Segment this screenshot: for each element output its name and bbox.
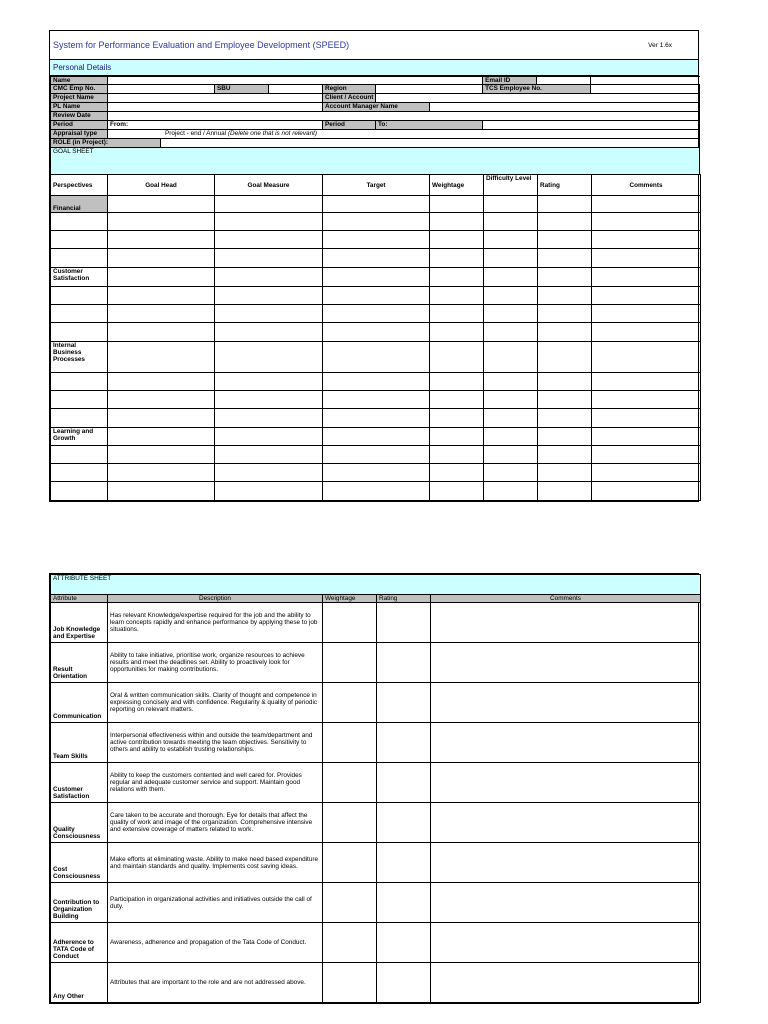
difficulty-cell[interactable]	[484, 323, 538, 342]
attr-comments-cell[interactable]	[431, 763, 701, 803]
comments-cell[interactable]	[592, 323, 701, 342]
attr-weightage-cell[interactable]	[323, 803, 377, 843]
goal-measure-cell[interactable]	[215, 268, 323, 287]
goal-head-cell[interactable]	[108, 268, 215, 287]
goal-sheet-title: GOAL SHEET	[53, 148, 94, 155]
personal-details-table	[50, 76, 700, 175]
weightage-cell[interactable]	[430, 249, 484, 268]
email-label: Email ID	[483, 77, 537, 85]
goal-header-row	[51, 175, 701, 196]
period-label: Period	[51, 121, 108, 130]
col-goal-head: Goal Head	[108, 175, 215, 196]
comments-cell[interactable]	[592, 249, 701, 268]
target-cell[interactable]	[323, 305, 430, 323]
target-cell[interactable]	[323, 287, 430, 305]
difficulty-cell[interactable]	[484, 342, 538, 373]
attribute-description: Ability to take initiative, prioritise work, organize resources to achieve results and meet the deadlines set. Ability to proactively look for opportunities for making contributions.	[108, 643, 323, 683]
goal-row	[51, 373, 701, 391]
goal-measure-cell[interactable]	[215, 428, 323, 446]
goal-measure-cell[interactable]	[215, 287, 323, 305]
comments-cell[interactable]	[592, 409, 701, 428]
attribute-row	[51, 963, 701, 1003]
attr-comments-cell[interactable]	[431, 643, 701, 683]
version-label: Ver 1.6x	[648, 41, 672, 49]
target-cell[interactable]	[323, 409, 430, 428]
goal-measure-cell[interactable]	[215, 446, 323, 464]
attr-comments-cell[interactable]	[431, 723, 701, 763]
weightage-cell[interactable]	[430, 428, 484, 446]
col-attr-rating: Rating	[377, 595, 431, 603]
attr-weightage-cell[interactable]	[323, 683, 377, 723]
period-from-field[interactable]	[108, 121, 323, 130]
goal-measure-cell[interactable]	[215, 213, 323, 231]
rating-cell[interactable]	[538, 287, 592, 305]
weightage-cell[interactable]	[430, 446, 484, 464]
weightage-cell[interactable]	[430, 482, 484, 501]
appraisal-note: (Delete one that is not relevant)	[227, 130, 318, 137]
attribute-body	[51, 603, 701, 1003]
col-rating: Rating	[538, 175, 592, 196]
difficulty-cell[interactable]	[484, 196, 538, 213]
attribute-row	[51, 803, 701, 843]
comments-cell[interactable]	[592, 373, 701, 391]
rating-cell[interactable]	[538, 373, 592, 391]
from-label: From:	[110, 121, 129, 128]
attribute-row	[51, 603, 701, 643]
pl-name-label: PL Name	[51, 103, 108, 112]
perspective-cell	[51, 482, 108, 501]
goal-row	[51, 342, 701, 373]
attribute-name: Adherence to TATA Code of Conduct	[51, 923, 108, 963]
client-account-label: Client / Account	[323, 94, 376, 103]
comments-cell[interactable]	[592, 231, 701, 249]
account-manager-label: Account Manager Name	[323, 103, 430, 112]
attribute-row	[51, 923, 701, 963]
attribute-row	[51, 723, 701, 763]
cmc-emp-field[interactable]	[108, 85, 215, 94]
perspective-cell	[51, 391, 108, 409]
goal-head-cell[interactable]	[108, 391, 215, 409]
attribute-name: Job Knowledge and Expertise	[51, 603, 108, 643]
attribute-sheet	[49, 573, 699, 1004]
target-cell[interactable]	[323, 213, 430, 231]
attribute-name: Communication	[51, 683, 108, 723]
attribute-row	[51, 843, 701, 883]
client-account-field[interactable]	[376, 94, 700, 103]
target-cell[interactable]	[323, 464, 430, 482]
weightage-cell[interactable]	[430, 196, 484, 213]
name-field[interactable]	[108, 77, 483, 85]
attribute-description: Awareness, adherence and propagation of the Tata Code of Conduct.	[108, 923, 323, 963]
attr-weightage-cell[interactable]	[323, 923, 377, 963]
comments-cell[interactable]	[592, 287, 701, 305]
attribute-name: Cost Consciousness	[51, 843, 108, 883]
goal-measure-cell[interactable]	[215, 249, 323, 268]
attr-rating-cell[interactable]	[377, 803, 431, 843]
attr-rating-cell[interactable]	[377, 643, 431, 683]
target-cell[interactable]	[323, 482, 430, 501]
goal-head-cell[interactable]	[108, 213, 215, 231]
col-attr-weightage: Weightage	[323, 595, 377, 603]
difficulty-cell[interactable]	[484, 464, 538, 482]
target-cell[interactable]	[323, 342, 430, 373]
comments-cell[interactable]	[592, 342, 701, 373]
goal-row	[51, 287, 701, 305]
rating-cell[interactable]	[538, 249, 592, 268]
goal-head-cell[interactable]	[108, 305, 215, 323]
goal-head-cell[interactable]	[108, 428, 215, 446]
difficulty-cell[interactable]	[484, 213, 538, 231]
goal-row	[51, 409, 701, 428]
goal-measure-cell[interactable]	[215, 391, 323, 409]
comments-cell[interactable]	[592, 446, 701, 464]
perspective-cell	[51, 323, 108, 342]
perspective-cell	[51, 409, 108, 428]
goal-head-cell[interactable]	[108, 231, 215, 249]
goal-measure-cell[interactable]	[215, 231, 323, 249]
rating-cell[interactable]	[538, 268, 592, 287]
perspective-cell	[51, 213, 108, 231]
difficulty-cell[interactable]	[484, 305, 538, 323]
attribute-name: Customer Satisfaction	[51, 763, 108, 803]
attribute-description: Has relevant Knowledge/expertise required for the job and the ability to learn concepts rapidly and enhance performance by applying these to job situations.	[108, 603, 323, 643]
difficulty-cell[interactable]	[484, 249, 538, 268]
comments-cell[interactable]	[592, 391, 701, 409]
goal-row	[51, 196, 701, 213]
difficulty-cell[interactable]	[484, 391, 538, 409]
attr-weightage-cell[interactable]	[323, 843, 377, 883]
target-cell[interactable]	[323, 249, 430, 268]
difficulty-cell[interactable]	[484, 428, 538, 446]
goal-row	[51, 464, 701, 482]
target-cell[interactable]	[323, 196, 430, 213]
weightage-cell[interactable]	[430, 391, 484, 409]
perspective-cell	[51, 305, 108, 323]
target-cell[interactable]	[323, 231, 430, 249]
perspective-label: Customer Satisfaction	[51, 268, 108, 287]
perspective-label: Learning and Growth	[51, 428, 108, 446]
attr-comments-cell[interactable]	[431, 683, 701, 723]
goal-measure-cell[interactable]	[215, 373, 323, 391]
account-manager-field[interactable]	[430, 103, 700, 112]
difficulty-cell[interactable]	[484, 446, 538, 464]
attribute-sheet-header	[51, 575, 701, 595]
rating-cell[interactable]	[538, 323, 592, 342]
attribute-description: Participation in organizational activities and initiatives outside the call of duty.	[108, 883, 323, 923]
weightage-cell[interactable]	[430, 287, 484, 305]
col-goal-measure: Goal Measure	[215, 175, 323, 196]
goal-body	[51, 196, 701, 501]
goal-measure-cell[interactable]	[215, 305, 323, 323]
comments-cell[interactable]	[592, 305, 701, 323]
target-cell[interactable]	[323, 373, 430, 391]
attribute-name: Contribution to Organization Building	[51, 883, 108, 923]
rating-cell[interactable]	[538, 342, 592, 373]
email-field[interactable]	[537, 77, 591, 85]
target-cell[interactable]	[323, 428, 430, 446]
perspective-cell	[51, 373, 108, 391]
target-cell[interactable]	[323, 268, 430, 287]
weightage-cell[interactable]	[430, 268, 484, 287]
tcs-emp-field[interactable]	[591, 85, 700, 94]
sbu-field[interactable]	[269, 85, 323, 94]
difficulty-cell[interactable]	[484, 231, 538, 249]
goal-row	[51, 268, 701, 287]
comments-cell[interactable]	[592, 196, 701, 213]
attribute-sheet-title: ATTRIBUTE SHEET	[53, 575, 112, 582]
review-date-label: Review Date	[51, 112, 108, 121]
attribute-description: Oral & written communication skills. Clarity of thought and competence in expressing concisely and with confidence. Regularity & quality of periodic reporting on relevant matters.	[108, 683, 323, 723]
attribute-description: Ability to keep the customers contented and well cared for. Provides regular and adequate customer service and support. Maintain good relations with them.	[108, 763, 323, 803]
tcs-emp-label: TCS Employee No.	[483, 85, 591, 94]
goal-measure-cell[interactable]	[215, 196, 323, 213]
comments-cell[interactable]	[592, 482, 701, 501]
rating-cell[interactable]	[538, 213, 592, 231]
goal-row	[51, 231, 701, 249]
goal-head-cell[interactable]	[108, 323, 215, 342]
weightage-cell[interactable]	[430, 323, 484, 342]
appraisal-value: Project - end / Annual	[165, 130, 227, 137]
goal-head-cell[interactable]	[108, 464, 215, 482]
attr-comments-cell[interactable]	[431, 603, 701, 643]
weightage-cell[interactable]	[430, 464, 484, 482]
period-label-2: Period	[323, 121, 376, 130]
perspective-cell	[51, 464, 108, 482]
rating-cell[interactable]	[538, 428, 592, 446]
target-cell[interactable]	[323, 391, 430, 409]
goal-row	[51, 305, 701, 323]
pl-name-field[interactable]	[108, 103, 323, 112]
project-name-field[interactable]	[108, 94, 323, 103]
attribute-name: Quality Consciousness	[51, 803, 108, 843]
goal-table	[50, 174, 701, 501]
goal-row	[51, 249, 701, 268]
attribute-header-row	[51, 595, 701, 603]
attribute-description: Interpersonal effectiveness within and outside the team/department and active contribution towards meeting the team objectives. Sensitivity to others and ability to establish trusting relationships.	[108, 723, 323, 763]
comments-cell[interactable]	[592, 213, 701, 231]
col-target: Target	[323, 175, 430, 196]
goal-row	[51, 213, 701, 231]
rating-cell[interactable]	[538, 482, 592, 501]
attr-rating-cell[interactable]	[377, 883, 431, 923]
rating-cell[interactable]	[538, 446, 592, 464]
attr-weightage-cell[interactable]	[323, 883, 377, 923]
goal-measure-cell[interactable]	[215, 482, 323, 501]
rating-cell[interactable]	[538, 409, 592, 428]
difficulty-cell[interactable]	[484, 268, 538, 287]
attr-rating-cell[interactable]	[377, 603, 431, 643]
attr-comments-cell[interactable]	[431, 923, 701, 963]
attr-weightage-cell[interactable]	[323, 723, 377, 763]
rating-cell[interactable]	[538, 305, 592, 323]
col-weightage: Weightage	[430, 175, 484, 196]
attribute-row	[51, 883, 701, 923]
weightage-cell[interactable]	[430, 305, 484, 323]
appraisal-type-field[interactable]	[108, 130, 700, 139]
attr-comments-cell[interactable]	[431, 963, 701, 1003]
page-title: System for Performance Evaluation and Employee Development (SPEED)	[53, 40, 350, 50]
goal-row	[51, 391, 701, 409]
name-label: Name	[51, 77, 108, 85]
goal-head-cell[interactable]	[108, 409, 215, 428]
goal-head-cell[interactable]	[108, 287, 215, 305]
region-label: Region	[323, 85, 376, 94]
col-perspectives: Perspectives	[51, 175, 108, 196]
goal-head-cell[interactable]	[108, 342, 215, 373]
review-date-field[interactable]	[108, 112, 700, 121]
cmc-emp-label: CMC Emp No.	[51, 85, 108, 94]
goal-row	[51, 323, 701, 342]
sbu-label: SBU	[215, 85, 269, 94]
attribute-row	[51, 643, 701, 683]
goal-measure-cell[interactable]	[215, 409, 323, 428]
comments-cell[interactable]	[592, 464, 701, 482]
goal-row	[51, 428, 701, 446]
col-attr-comments: Comments	[431, 595, 701, 603]
target-cell[interactable]	[323, 446, 430, 464]
attribute-name: Any Other	[51, 963, 108, 1003]
weightage-cell[interactable]	[430, 409, 484, 428]
weightage-cell[interactable]	[430, 231, 484, 249]
goal-measure-cell[interactable]	[215, 323, 323, 342]
attribute-row	[51, 763, 701, 803]
rating-cell[interactable]	[538, 231, 592, 249]
goal-measure-cell[interactable]	[215, 342, 323, 373]
attr-weightage-cell[interactable]	[323, 603, 377, 643]
goal-measure-cell[interactable]	[215, 464, 323, 482]
goal-sheet-header	[51, 148, 700, 175]
difficulty-cell[interactable]	[484, 373, 538, 391]
attr-rating-cell[interactable]	[377, 963, 431, 1003]
title-bar	[50, 31, 698, 60]
rating-cell[interactable]	[538, 196, 592, 213]
weightage-cell[interactable]	[430, 342, 484, 373]
attr-rating-cell[interactable]	[377, 763, 431, 803]
attribute-table	[50, 574, 701, 1003]
goal-row	[51, 482, 701, 501]
goal-head-cell[interactable]	[108, 446, 215, 464]
attr-comments-cell[interactable]	[431, 883, 701, 923]
perspective-label: Financial	[51, 196, 108, 213]
perspective-cell	[51, 446, 108, 464]
difficulty-cell[interactable]	[484, 287, 538, 305]
attr-weightage-cell[interactable]	[323, 763, 377, 803]
goal-head-cell[interactable]	[108, 249, 215, 268]
goal-head-cell[interactable]	[108, 373, 215, 391]
col-difficulty: Difficulty Level	[484, 175, 538, 196]
project-name-label: Project Name	[51, 94, 108, 103]
period-to-field[interactable]	[376, 121, 483, 130]
attr-weightage-cell[interactable]	[323, 963, 377, 1003]
attribute-description: Make efforts at eliminating waste. Ability to make need based expenditure and maintain standards and quality. Implements cost saving ideas.	[108, 843, 323, 883]
col-description: Description	[108, 595, 323, 603]
role-label: ROLE (in Project):	[51, 139, 161, 148]
difficulty-cell[interactable]	[484, 482, 538, 501]
attr-comments-cell[interactable]	[431, 843, 701, 883]
col-comments: Comments	[592, 175, 701, 196]
perspective-cell	[51, 249, 108, 268]
attribute-description: Care taken to be accurate and thorough. Eye for details that affect the quality of work and image of the organization. Comprehensive intensive and extensive coverage of matters related to work.	[108, 803, 323, 843]
rating-cell[interactable]	[538, 391, 592, 409]
attr-comments-cell[interactable]	[431, 803, 701, 843]
attr-rating-cell[interactable]	[377, 723, 431, 763]
to-label: To:	[378, 121, 388, 128]
comments-cell[interactable]	[592, 268, 701, 287]
goal-row	[51, 446, 701, 464]
attr-rating-cell[interactable]	[377, 843, 431, 883]
rating-cell[interactable]	[538, 464, 592, 482]
goal-head-cell[interactable]	[108, 196, 215, 213]
perspective-cell	[51, 231, 108, 249]
difficulty-cell[interactable]	[484, 409, 538, 428]
attr-rating-cell[interactable]	[377, 683, 431, 723]
attr-rating-cell[interactable]	[377, 923, 431, 963]
weightage-cell[interactable]	[430, 213, 484, 231]
attribute-description: Attributes that are important to the role and are not addressed above.	[108, 963, 323, 1003]
target-cell[interactable]	[323, 323, 430, 342]
perspective-label: Internal Business Processes	[51, 342, 108, 373]
weightage-cell[interactable]	[430, 373, 484, 391]
perspective-cell	[51, 287, 108, 305]
goal-head-cell[interactable]	[108, 482, 215, 501]
personal-details-title: Personal Details	[53, 63, 112, 72]
personal-details-header	[50, 60, 698, 76]
attribute-name: Team Skills	[51, 723, 108, 763]
col-attribute: Attribute	[51, 595, 108, 603]
attribute-row	[51, 683, 701, 723]
appraisal-type-label: Appraisal type	[51, 130, 108, 139]
performance-sheet	[49, 30, 699, 502]
attribute-name: Result Orientation	[51, 643, 108, 683]
comments-cell[interactable]	[592, 428, 701, 446]
region-field[interactable]	[376, 85, 483, 94]
role-field[interactable]	[161, 139, 700, 148]
attr-weightage-cell[interactable]	[323, 643, 377, 683]
